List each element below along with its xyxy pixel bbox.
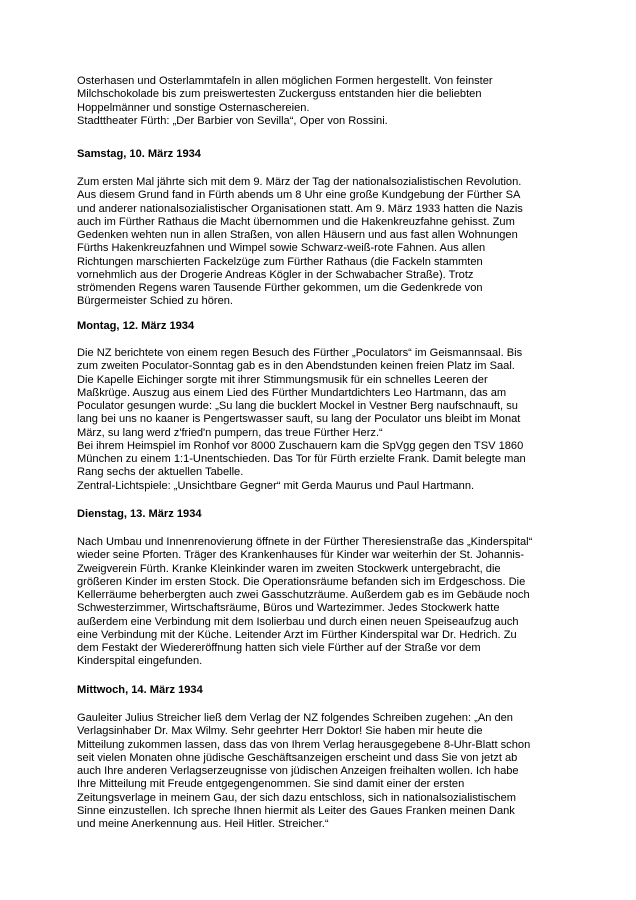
section-paragraph-mittwoch (77, 712, 561, 831)
text-line: eine Verbindung mit der Küche. Leitender Arzt im Fürther Kinderspital war Dr. Hedrich. Zu (77, 628, 517, 641)
text-line: Fürths Hakenkreuzfahnen und Wimpel sowie Schwarz-weiß-rote Fahnen. Aus allen (77, 242, 486, 255)
text-line: wieder seine Pforten. Träger des Krankenhauses für Kinder war weiterhin der St. Johannis- (77, 549, 525, 562)
text-line: März, su lang werd z'fried'n pumpern, das treue Fürther Herz.“ (77, 426, 383, 439)
text-line: dem Festakt der Wiedereröffnung hatten sich viele Fürther auf der Straße vor dem (77, 642, 481, 654)
text-line: lang bei uns no kaaner is Pengertswasser sauft, su lang der Poculator uns bleibt im Monat (77, 413, 521, 426)
text-line: Bei ihrem Heimspiel im Ronhof vor 8000 Zuschauern kam die SpVgg gegen den TSV 1860 (77, 439, 524, 452)
text-line: seit vielen Monaten ohne jüdische Geschäftsanzeigen erscheint und dass Sie von jetzt ab (77, 751, 518, 764)
text-line: vornehmlich aus der Drogerie Andreas Kögler in der Schwabacher Straße). Trotz (77, 268, 474, 281)
text-line: Gedenken wehten nun in allen Straßen, von allen Häusern und aus fast allen Wohnungen (77, 229, 518, 241)
text-line: Hoppelmänner und sonstige Osternaschereien. (77, 101, 310, 114)
text-line: Gauleiter Julius Streicher ließ dem Verlag der NZ folgendes Schreiben zugehen: „An den (77, 712, 513, 724)
text-line: Nach Umbau und Innenrenovierung öffnete in der Fürther Theresienstraße das „Kinderspital“ (77, 536, 533, 548)
text-line: München zu einem 1:1-Unentschieden. Das Tor für Fürth erzielte Frank. Damit belegte man (77, 453, 526, 465)
date-heading-montag: Montag, 12. März 1934 (77, 320, 195, 332)
text-line: Zeitungsverlage in meinem Gau, der sich dazu entschloss, sich in nationalsozialistischem (77, 791, 517, 804)
text-line: Rang sechs der aktuellen Tabelle. (77, 466, 244, 479)
text-line: Die Kapelle Eichinger sorgte mit ihrer Stimmungsmusik für ein schnelles Leeren der (77, 373, 488, 386)
text-line: außerdem eine Verbindung mit dem Isolierbau und durch einen neuen Speiseaufzug auch (77, 615, 519, 628)
date-heading-mittwoch: Mittwoch, 14. März 1934 (77, 684, 203, 696)
text-line: Ihre Mitteilung mit Freude entgegengenommen. Sie sind damit einer der ersten (77, 778, 465, 791)
text-line: größeren Kinder im ersten Stock. Die Operationsräume befanden sich im Erdgeschoss. Die (77, 575, 526, 588)
text-line: Zum ersten Mal jährte sich mit dem 9. März der Tag der nationalsozialistischen Revolution. (77, 176, 522, 188)
text-line: Aus diesem Grund fand in Fürth abends um 8 Uhr eine große Kundgebung der Fürther SA (77, 189, 521, 202)
date-heading-dienstag: Dienstag, 13. März 1934 (77, 508, 202, 520)
text-line: Mitteilung zukommen lassen, dass das von Ihrem Verlag herausgegebene 8-Uhr-Blatt schon (77, 738, 531, 751)
text-line: Verlagsinhaber Dr. Max Wilmy. Sehr geehrter Herr Doktor! Sie haben mir heute die (77, 725, 483, 738)
text-line: Die NZ berichtete von einem regen Besuch des Fürther „Poculators“ im Geismannsaal. Bis (77, 347, 523, 359)
section-paragraph-dienstag (77, 536, 561, 669)
text-line: Zentral-Lichtspiele: „Unsichtbare Gegner“ mit Gerda Maurus und Paul Hartmann. (77, 479, 475, 492)
text-line: Sinne einzustellen. Ich spreche Ihnen hiermit als Leiter des Gaues Franken meinen Dank (77, 804, 515, 817)
text-line: Osterhasen und Osterlammtafeln in allen möglichen Formen hergestellt. Von feinster (77, 75, 493, 87)
intro-paragraph (77, 75, 561, 128)
text-line: Maßkrüge. Auszug aus einem Lied des Fürther Mundartdichters Leo Hartmann, das am (77, 386, 507, 399)
text-line: Richtungen marschierten Fackelzüge zum Fürther Rathaus (die Fackeln stammten (77, 255, 483, 268)
text-line: auch Ihre anderen Verlagserzeugnisse von jüdischen Anzeigen freihalten wollen. Ich habe (77, 765, 519, 777)
text-line: Kellerräume beherbergten auch zwei Gasschutzräume. Außerdem gab es im Gebäude noch (77, 589, 530, 601)
text-line: Bürgermeister Schied zu hören. (77, 295, 234, 308)
text-line: strömenden Regens waren Tausende Fürther gekommen, um die Gedenkrede von (77, 282, 483, 294)
text-line: Schwesterzimmer, Wirtschaftsräume, Büros und Wartezimmer. Jedes Stockwerk hatte (77, 602, 500, 615)
text-line: und meine Anerkennung aus. Heil Hitler. Streicher.“ (77, 818, 329, 830)
text-line: Kinderspital eingefunden. (77, 655, 203, 668)
text-line: zum zweiten Poculator-Sonntag gab es in den Abendstunden keinen freien Platz im Saal. (77, 360, 515, 373)
date-heading-samstag: Samstag, 10. März 1934 (77, 148, 201, 160)
text-line: Stadttheater Fürth: „Der Barbier von Sevilla“, Oper von Rossini. (77, 114, 388, 127)
text-line: Zweigverein Fürth. Kranke Kleinkinder waren im zweiten Stockwerk untergebracht, die (77, 562, 501, 575)
text-line: und anderer nationalsozialistischer Organisationen statt. Am 9. März 1933 hatten die Nazis (77, 202, 523, 215)
section-paragraph-montag (77, 347, 561, 493)
section-paragraph-samstag (77, 176, 561, 309)
text-line: Poculator gesungen wurde: „Su lang die bucklert Mockel in Vestner Berg naufschnauft, su (77, 400, 518, 412)
text-line: Milchschokolade bis zum preiswertesten Zuckerguss entstanden hier die beliebten (77, 88, 482, 101)
text-line: auch im Fürther Rathaus die Macht übernommen und die Hakenkreuzfahne gehisst. Zum (77, 215, 515, 228)
